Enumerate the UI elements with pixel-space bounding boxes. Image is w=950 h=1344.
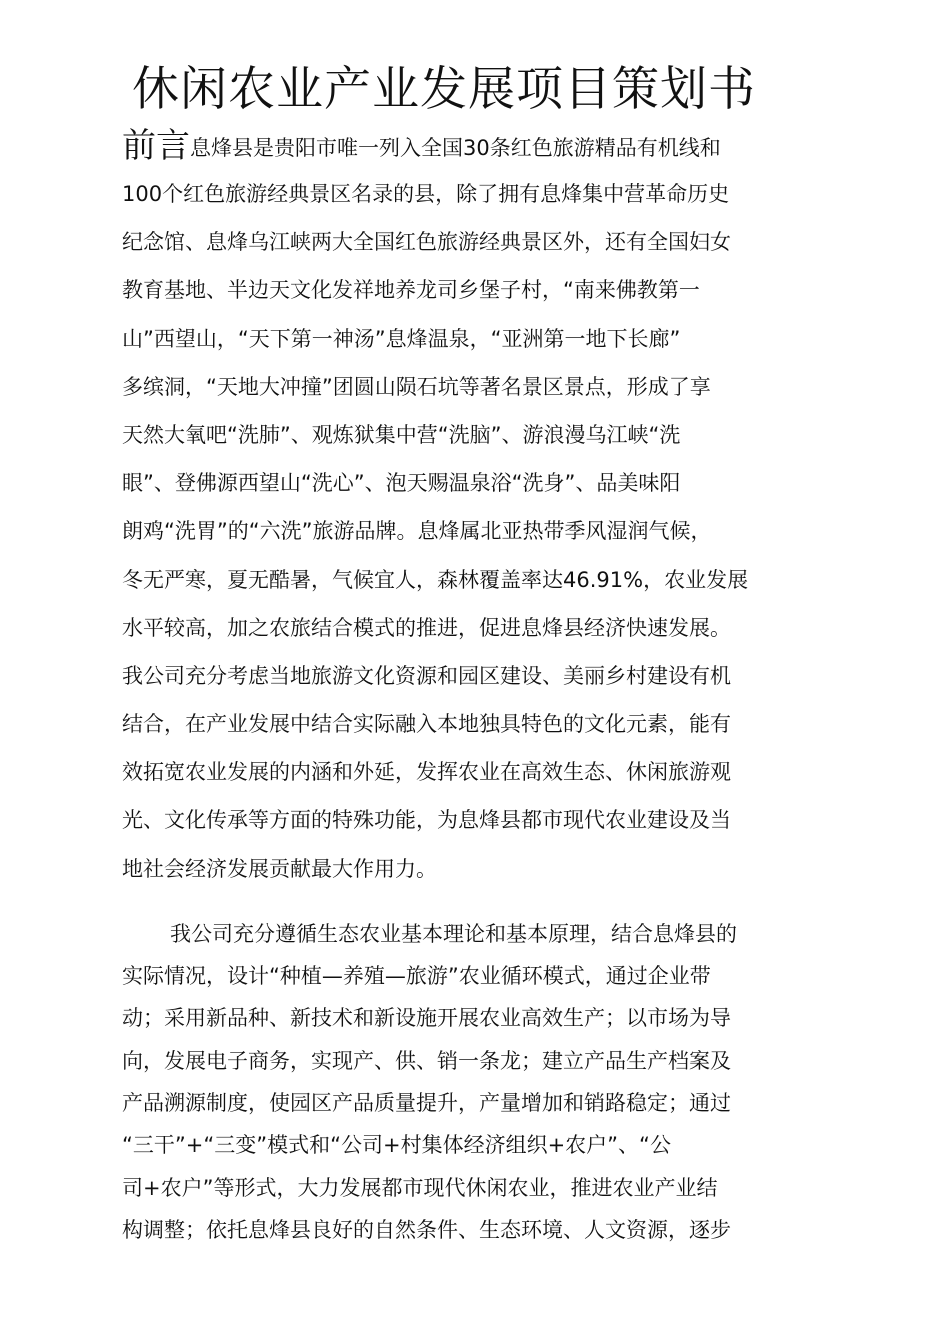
paragraph-line: 山”西望山，“天下第一神汤”息烽温泉，“亚洲第一地下长廊”: [122, 326, 681, 351]
paragraph-line: 教育基地、半边天文化发祥地养龙司乡堡子村，“南来佛教第一: [122, 278, 700, 303]
paragraph-line: 地社会经济发展贡献最大作用力。: [122, 856, 437, 881]
paragraph-line: “三干”+“三变”模式和“公司+村集体经济组织+农户”、“公: [122, 1133, 671, 1158]
paragraph-line: 结合，在产业发展中结合实际融入本地独具特色的文化元素，能有: [122, 712, 731, 737]
paragraph-line: 100个红色旅游经典景区名录的县，除了拥有息烽集中营革命历史: [122, 182, 730, 206]
paragraph-line: 我公司充分考虑当地旅游文化资源和园区建设、美丽乡村建设有机: [122, 663, 731, 688]
paragraph-line: 我公司充分遵循生态农业基本理论和基本原理，结合息烽县的: [170, 921, 737, 946]
document-title: 休闲农业产业发展项目策划书: [132, 62, 756, 117]
preface-first-line: [122, 122, 790, 170]
paragraph-line: 水平较高，加之农旅结合模式的推进，促进息烽县经济快速发展。: [122, 615, 731, 640]
paragraph-line: 光、文化传承等方面的特殊功能，为息烽县都市现代农业建设及当: [122, 808, 731, 833]
paragraph-line: 构调整；依托息烽县良好的自然条件、生态环境、人文资源，逐步: [122, 1217, 731, 1242]
paragraph-line: 息烽县是贵阳市唯一列入全国30条红色旅游精品有机线和: [190, 136, 721, 160]
paragraph-line: 纪念馆、息烽乌江峡两大全国红色旅游经典景区外，还有全国妇女: [122, 230, 731, 255]
preface-heading: 前言: [122, 126, 190, 166]
paragraph-line: 眼”、登佛源西望山“洗心”、泡天赐温泉浴“洗身”、品美味阳: [122, 471, 681, 496]
paragraph-gap: [122, 893, 790, 913]
paragraph-line: 冬无严寒，夏无酷暑，气候宜人，森林覆盖率达46.91%，农业发展: [122, 567, 749, 592]
document-body: [122, 122, 790, 1251]
paragraph-line: 天然大氧吧“洗肺”、观炼狱集中营“洗脑”、游浪漫乌江峡“洗: [122, 422, 681, 447]
paragraph-line: 朗鸡“洗胃”的“六洗”旅游品牌。息烽属北亚热带季风湿润气候，: [122, 519, 712, 544]
paragraph-line: 动；采用新品种、新技术和新设施开展农业高效生产；以市场为导: [122, 1006, 731, 1031]
paragraph-line: 向，发展电子商务，实现产、供、销一条龙；建立产品生产档案及: [122, 1048, 731, 1073]
paragraph-line: 司+农户”等形式，大力发展都市现代休闲农业，推进农业产业结: [122, 1175, 718, 1200]
paragraph-line: 效拓宽农业发展的内涵和外延，发挥农业在高效生态、休闲旅游观: [122, 760, 731, 785]
paragraph-line: 多缤洞，“天地大冲撞”团圆山陨石坑等著名景区景点，形成了享: [122, 374, 711, 399]
paragraph-line: 实际情况，设计“种植—养殖—旅游”农业循环模式，通过企业带: [122, 964, 711, 989]
paragraph-line: 产品溯源制度，使园区产品质量提升，产量增加和销路稳定；通过: [122, 1091, 731, 1115]
